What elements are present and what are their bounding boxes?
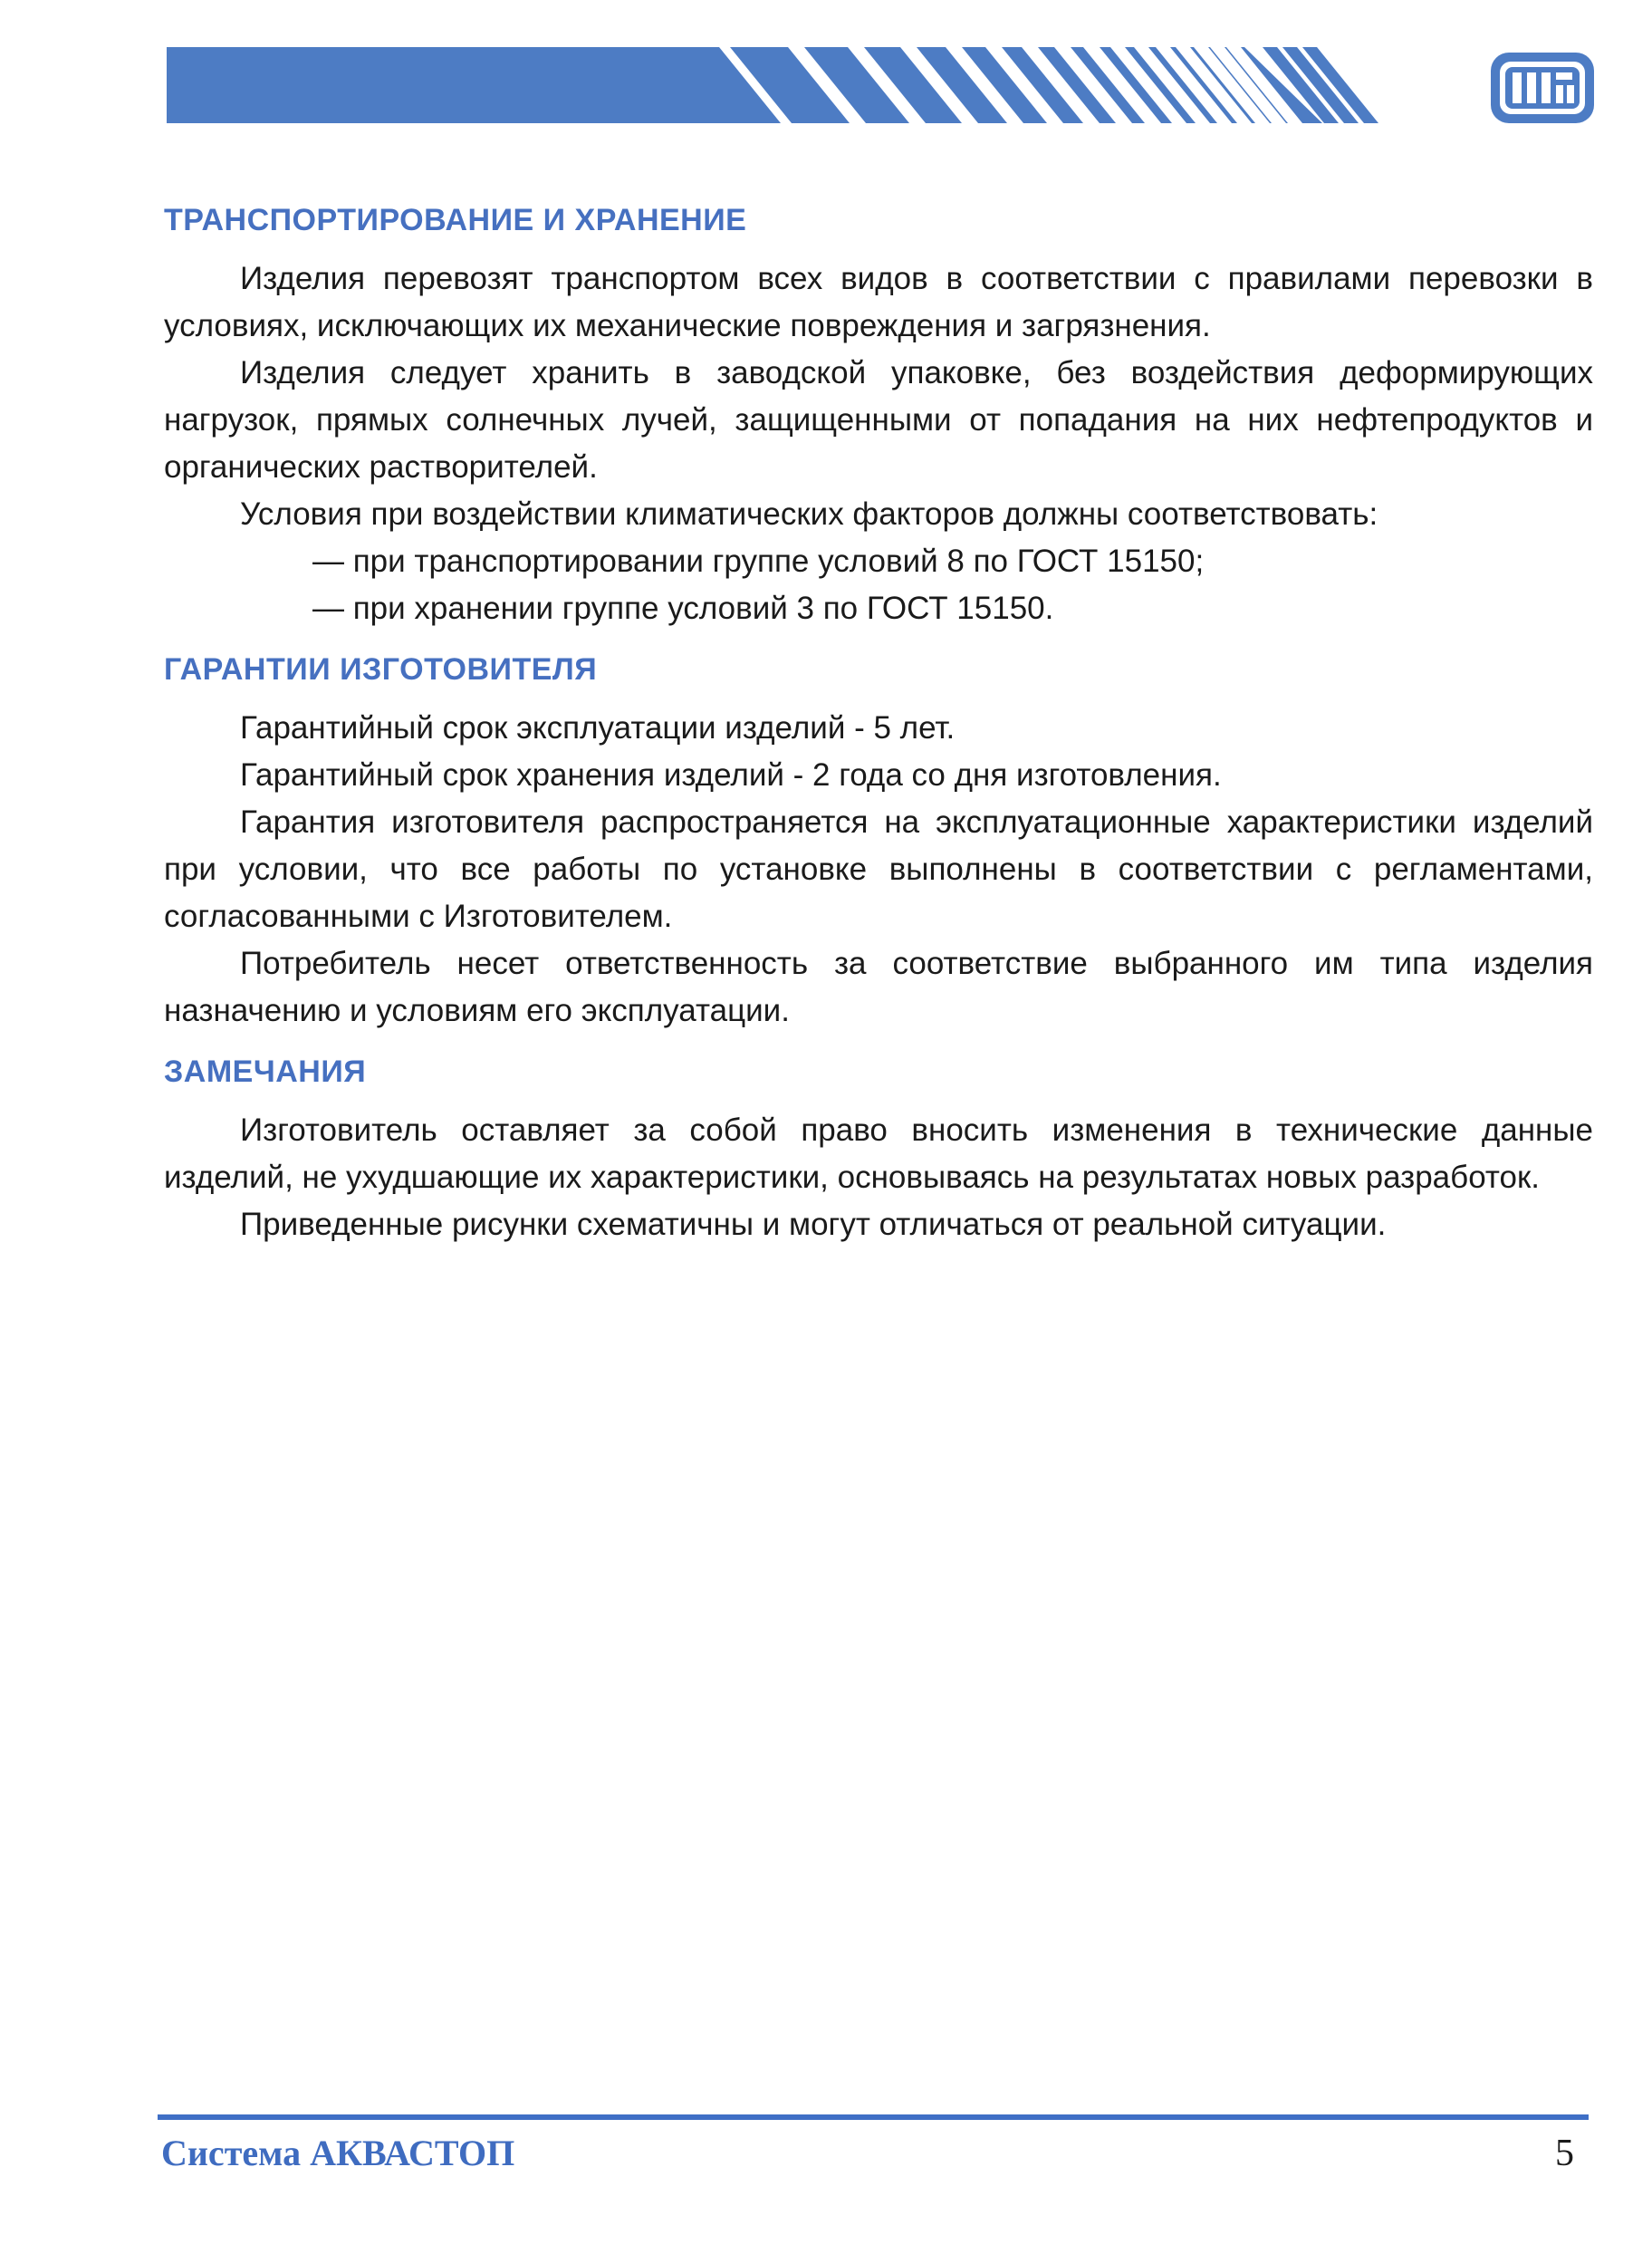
page-number: 5 [1555,2133,1574,2174]
header-band [167,47,1439,123]
list-item: — при транспортировании группе условий 8 по ГОСТ 15150; [312,544,1205,579]
paragraph: Приведенные рисунки схематичны и могут отличаться от реальной ситуации. [240,1207,1387,1242]
section-title-transport: ТРАНСПОРТИРОВАНИЕ И ХРАНЕНИЕ [164,203,747,237]
paragraph: Изделия следует хранить в заводской упаковке, без воздействия деформирующих нагрузок, прямых солнечных лучей, защищенными от попадания на них нефтепродуктов и органических растворителей. [164,355,1593,485]
paragraph: Условия при воздействии климатических факторов должны соответствовать: [240,496,1378,532]
paragraph: Гарантия изготовителя распространяется на эксплуатационные характеристики изделий при условии, что все работы по установке выполнены в соответствии с регламентами, согласованными с Изготовителем. [164,804,1593,934]
footer-divider [158,2114,1589,2120]
company-logo-icon [1489,51,1596,125]
list-item: — при хранении группе условий 3 по ГОСТ 15150. [312,591,1054,626]
section-title-warranty: ГАРАНТИИ ИЗГОТОВИТЕЛЯ [164,652,598,687]
footer-title: Система АКВАСТОП [161,2133,515,2173]
paragraph: Гарантийный срок эксплуатации изделий - 5 лет. [240,710,956,746]
paragraph: Изготовитель оставляет за собой право вносить изменения в технические данные изделий, не ухудшающие их характеристики, основываясь на результатах новых разработок. [164,1112,1593,1195]
header-stripes [167,47,1439,123]
paragraph: Изделия перевозят транспортом всех видов в соответствии с правилами перевозки в условиях, исключающих их механические повреждения и загрязнения. [164,261,1593,343]
document-body [164,196,1593,1248]
paragraph: Гарантийный срок хранения изделий - 2 года со дня изготовления. [240,757,1222,793]
paragraph: Потребитель несет ответственность за соответствие выбранного им типа изделия назначению и условиям его эксплуатации. [164,946,1593,1028]
section-title-notes: ЗАМЕЧАНИЯ [164,1055,367,1089]
